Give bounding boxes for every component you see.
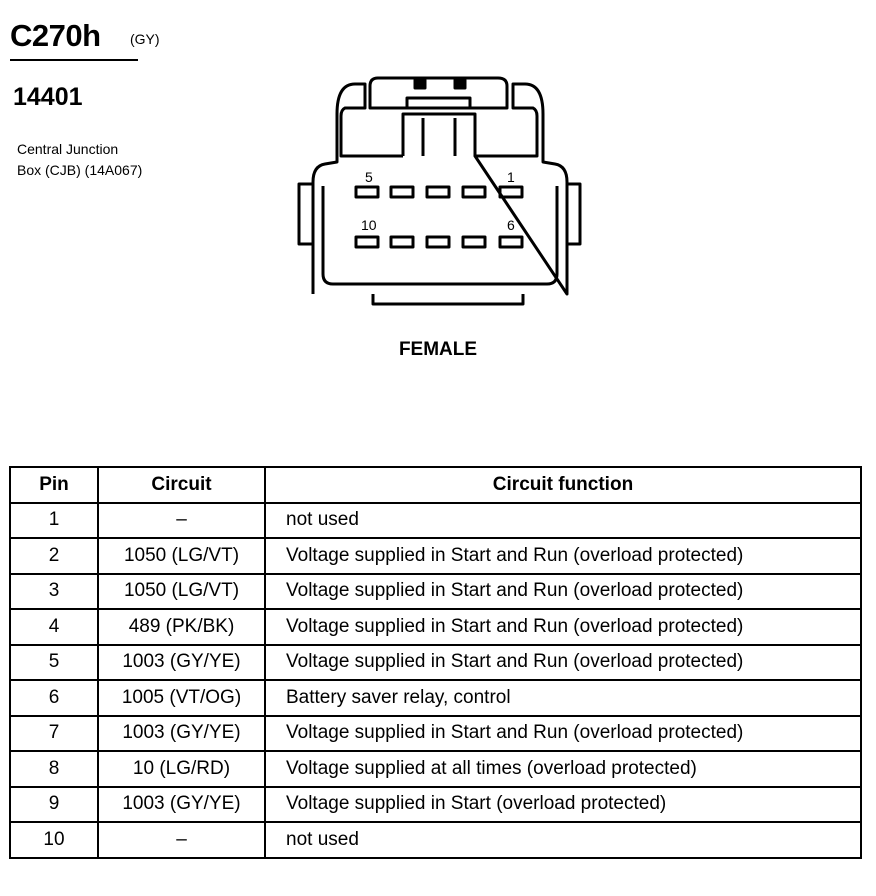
table-row	[10, 538, 861, 574]
table-row	[10, 574, 861, 610]
cell-pin: 8	[10, 751, 98, 787]
cell-circuit: 1050 (LG/VT)	[98, 574, 265, 610]
header-circuit: Circuit	[98, 467, 265, 503]
location-line-1: Central Junction	[17, 141, 119, 157]
pin-cavity-2	[463, 187, 485, 197]
pin-cavity-3	[427, 187, 449, 197]
pin-cavity-4	[391, 187, 413, 197]
cell-pin: 3	[10, 574, 98, 610]
connector-side-right	[567, 184, 580, 244]
pin-table	[9, 466, 862, 859]
cell-pin: 2	[10, 538, 98, 574]
connector-latch	[370, 78, 507, 108]
part-number: 14401	[13, 83, 83, 111]
connector-side-left	[299, 184, 313, 244]
table-row	[10, 822, 861, 858]
cell-circuit: 489 (PK/BK)	[98, 609, 265, 645]
pin-cavity-10	[356, 237, 378, 247]
location-line-2: Box (CJB) (14A067)	[17, 162, 143, 178]
pin-label-1: 1	[507, 169, 515, 185]
connector-face-diagram	[295, 74, 585, 306]
cell-pin: 6	[10, 680, 98, 716]
table-header-row	[10, 467, 861, 503]
table-row	[10, 609, 861, 645]
cell-pin: 7	[10, 716, 98, 752]
pin-label-10: 10	[361, 217, 377, 233]
cell-pin: 4	[10, 609, 98, 645]
cell-pin: 9	[10, 787, 98, 823]
table-row	[10, 716, 861, 752]
latch-tab-left	[415, 80, 425, 88]
pin-cavity-9	[391, 237, 413, 247]
cell-circuit: 1003 (GY/YE)	[98, 645, 265, 681]
cell-function: Voltage supplied in Start and Run (overload protected)	[265, 538, 861, 574]
cell-pin: 1	[10, 503, 98, 539]
table-row	[10, 680, 861, 716]
cell-function: not used	[265, 503, 861, 539]
cell-circuit: –	[98, 503, 265, 539]
cell-circuit: 1003 (GY/YE)	[98, 716, 265, 752]
connector-inner-wall	[323, 186, 557, 284]
cell-circuit: 10 (LG/RD)	[98, 751, 265, 787]
cell-function: Voltage supplied in Start and Run (overload protected)	[265, 574, 861, 610]
cell-circuit: 1005 (VT/OG)	[98, 680, 265, 716]
cell-function: not used	[265, 822, 861, 858]
table-row	[10, 787, 861, 823]
cell-function: Voltage supplied at all times (overload protected)	[265, 751, 861, 787]
header-circuit-function: Circuit function	[265, 467, 861, 503]
cell-function: Voltage supplied in Start and Run (overload protected)	[265, 645, 861, 681]
connector-bottom-lip	[373, 294, 523, 304]
connector-color: (GY)	[130, 31, 160, 47]
center-key	[403, 114, 475, 156]
cell-pin: 5	[10, 645, 98, 681]
cell-function: Voltage supplied in Start and Run (overload protected)	[265, 609, 861, 645]
pin-cavity-1	[500, 187, 522, 197]
connector-id: C270h	[10, 18, 101, 53]
header-pin: Pin	[10, 467, 98, 503]
connector-gender: FEMALE	[398, 339, 478, 360]
table-row	[10, 751, 861, 787]
pin-cavity-8	[427, 237, 449, 247]
title-underline	[10, 59, 138, 61]
pin-label-5: 5	[365, 169, 373, 185]
cell-function: Battery saver relay, control	[265, 680, 861, 716]
cell-circuit: –	[98, 822, 265, 858]
pin-cavity-7	[463, 237, 485, 247]
pin-cavity-5	[356, 187, 378, 197]
latch-tab-right	[455, 80, 465, 88]
table-row	[10, 503, 861, 539]
pin-label-6: 6	[507, 217, 515, 233]
cell-pin: 10	[10, 822, 98, 858]
cell-function: Voltage supplied in Start and Run (overload protected)	[265, 716, 861, 752]
table-row	[10, 645, 861, 681]
cell-circuit: 1003 (GY/YE)	[98, 787, 265, 823]
cell-function: Voltage supplied in Start (overload protected)	[265, 787, 861, 823]
component-location	[17, 139, 142, 181]
pin-cavity-6	[500, 237, 522, 247]
cell-circuit: 1050 (LG/VT)	[98, 538, 265, 574]
